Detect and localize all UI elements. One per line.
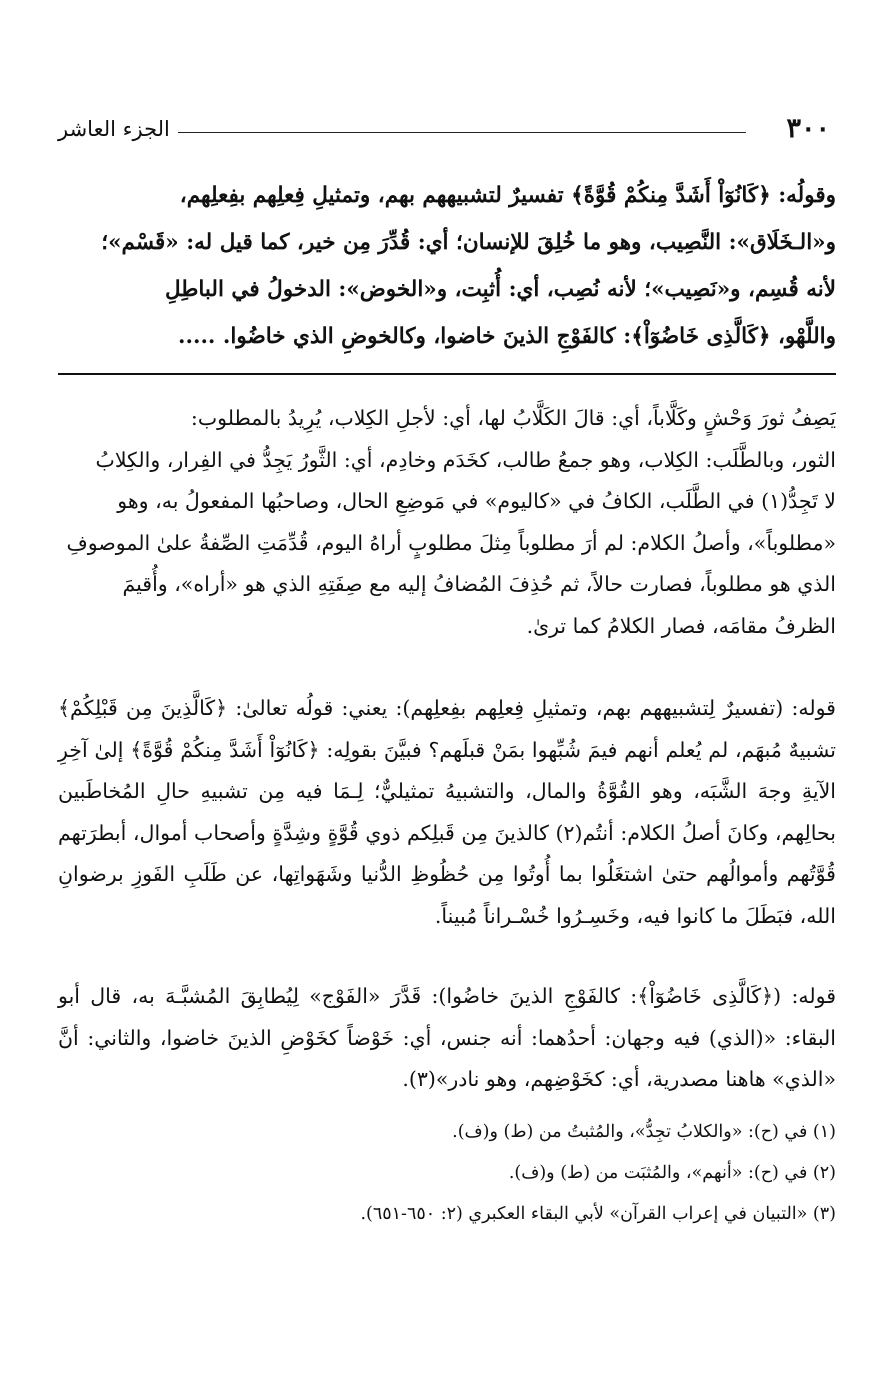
page-header bbox=[58, 112, 836, 152]
text-line: واللَّهْو، ﴿كَالَّذِى خَاضُوٓاْ﴾: كالفَوْجِ الذينَ خاضوا، وكالخوضِ الذي خاضُوا. ..... bbox=[177, 324, 836, 349]
explanation-paragraph-1 bbox=[58, 688, 836, 937]
text-line: «مطلوباً»، وأصلُ الكلام: لم أرَ مطلوباً مِثلَ مطلوبٍ أراهُ اليوم، قُدِّمَتِ الصِّفةُ علىٰ الموصوفِ bbox=[66, 530, 836, 555]
page-number: ٣٠٠ bbox=[786, 113, 830, 144]
text-line: وقولُه: ﴿كَانُوٓاْ أَشَدَّ مِنكُمْ قُوَّةً﴾ تفسيرٌ لتشبيههم بهم، وتمثيلِ فِعلِهم بفِعلِهم، bbox=[179, 183, 836, 208]
commentary-text bbox=[58, 172, 836, 360]
text-line: يَصِفُ ثورَ وَحْشٍ وكَلَّاباً، أي: قالَ الكَلَّابُ لها، أي: لأجلِ الكِلاب، يُرِيدُ بالمطلوب: bbox=[190, 406, 836, 430]
footnote: (١) في (ح): «والكلابُ تجِدُّ»، والمُثبتُ من (ط) و(ف). bbox=[452, 1122, 836, 1142]
text-line: مِن قَبْلِكُمْ﴾ تشبيهٌ مُبهَم، لم يُعلم أنهم فيمَ شُبِّهوا بمَنْ قبلَهم؟ فبيَّنَ بقولِه: ﴿كَانُوٓاْ أَشَدَّ bbox=[58, 696, 836, 762]
book-page bbox=[58, 0, 836, 1396]
section-separator bbox=[58, 373, 836, 375]
text-line: قوله: (﴿كَالَّذِى خَاضُوٓاْ﴾: كالفَوْجِ الذينَ خاضُوا): قَدَّرَ «الفَوْج» لِيُطابِقَ المُشبَّـهَ bbox=[165, 984, 836, 1008]
text-line: لأنه قُسِم، و«نَصِيب»؛ لأنه نُصِب، أي: أُثبِت، و«الخوض»: الدخولُ في الباطِلِ bbox=[164, 277, 836, 302]
footnote: (٣) «التبيان في إعراب القرآن» لأبي البقاء العكبري (٢: ٦٥٠-٦٥١). bbox=[360, 1204, 836, 1224]
text-line: الثور، وبالطَّلَب: الكِلاب، وهو جمعُ طالب، كخَدَم وخادِم، أي: الثَّورُ يَجِدُّ في الفِرار، والكِلابُ bbox=[95, 447, 836, 472]
header-rule bbox=[178, 132, 746, 133]
running-title: الجزء العاشر bbox=[58, 117, 170, 141]
text-line: مِنكُمْ قُوَّةً﴾ إلىٰ آخِرِ الآيةِ وجهَ الشَّبَه، وهو القُوَّةُ والمال، والتشبيهُ تمثيليٌّ؛ لِـمَا فيه مِن تشبيهِ حالِ bbox=[58, 737, 836, 803]
explanation-paragraph-2 bbox=[58, 976, 836, 1101]
gloss-paragraph bbox=[58, 398, 836, 647]
footnotes bbox=[58, 1112, 836, 1235]
text-line: الذي هو مطلوباً، فصارت حالاً، ثم حُذِفَ المُضافُ إليه مع صِفَتِهِ الذي هو «أراه»، وأُقيمَ bbox=[122, 572, 836, 596]
text-line: به، قال أبو البقاء: «(الذي) فيه وجهان: أحدُهما: أنه جنس، أي: خَوْضاً كخَوْضِ الذينَ bbox=[58, 984, 836, 1050]
text-line: لا تَجِدُّ(١) في الطَّلَب، الكافُ في «كاليوم» في مَوضِعِ الحال، وصاحبُها المفعولُ به، وهو bbox=[117, 489, 836, 513]
text-line: طَلَبِ الفَوزِ برضوانِ الله، فبَطَلَ ما كانوا فيه، وخَسِـرُوا خُسْـراناً مُبيناً. bbox=[58, 862, 836, 928]
text-line: قوله: (تفسيرٌ لِتشبيههم بهم، وتمثيلِ فِعلِهم بفِعلِهم): يعني: قولُه تعالىٰ: ﴿كَالَّذِينَ bbox=[160, 696, 836, 720]
text-line: خاضوا، والثاني: أنَّ «الذي» هاهنا مصدرية، أي: كخَوْضِهم، وهو نادر»(٣). bbox=[58, 1025, 836, 1091]
footnote: (٢) في (ح): «أنهم»، والمُثبَت من (ط) و(ف). bbox=[508, 1163, 836, 1183]
text-line: المُخاطَبين بحالِهم، وكانَ أصلُ الكلام: أنتُم(٢) كالذينَ مِن قَبلِكم ذوي قُوَّةٍ وشِدَّةٍ وأصحاب bbox=[58, 779, 836, 845]
text-line: الظرفُ مقامَه، فصار الكلامُ كما ترىٰ. bbox=[526, 613, 836, 638]
text-line: أموال، أبطرَتهم قُوَّتُهم وأموالُهم حتىٰ اشتغَلُوا بما أُوتُوا مِن حُظُوظِ الدُّنيا وشَهَواتِها، عن bbox=[58, 820, 836, 886]
text-line: و«الـخَلَاق»: النَّصِيب، وهو ما خُلِقَ للإنسان؛ أي: قُدِّرَ مِن خير، كما قيل له: «قَسْم»؛ bbox=[101, 230, 836, 255]
